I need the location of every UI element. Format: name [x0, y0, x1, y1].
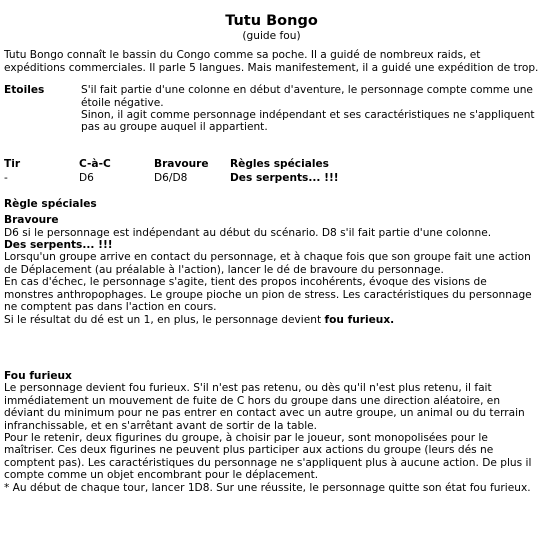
- stats-header-tir: Tir: [4, 157, 21, 170]
- serpents-heading: Des serpents... !!!: [4, 239, 113, 252]
- etoiles-label: Etoiles: [4, 84, 45, 97]
- serpents-p3-bold: fou furieux.: [324, 313, 395, 326]
- page-subtitle: (guide fou): [242, 30, 301, 42]
- stats-table: [4, 158, 539, 186]
- document-page: [4, 12, 539, 494]
- etoiles-line-1: S'il fait partie d'une colonne en début d'aventure, le personnage compte comme une étoile négative.: [81, 84, 533, 109]
- serpents-paragraph-3: [4, 314, 539, 326]
- etoiles-line-2: Sinon, il agit comme personnage indépendant et ses caractéristiques ne s'appliquent pas au groupe auquel il appartient.: [81, 109, 535, 134]
- stats-value-regles: Des serpents... !!!: [230, 171, 339, 184]
- rules-heading: Règle spéciales: [4, 197, 97, 210]
- stats-header-cac: C-à-C: [79, 157, 111, 170]
- serpents-p3-text: Si le résultat du dé est un 1, en plus, le personnage devient: [4, 313, 325, 326]
- stats-header-regles: Règles spéciales: [230, 157, 329, 170]
- etoiles-text: [81, 84, 539, 134]
- fou-paragraph-3: * Au début de chaque tour, lancer 1D8. Sur une réussite, le personnage quitte son état fou furieux.: [4, 481, 531, 494]
- stats-value-tir: -: [4, 171, 8, 184]
- stats-value-cac: D6: [79, 171, 94, 184]
- fou-paragraph-1: Le personnage devient fou furieux. S'il n'est pas retenu, ou dès qu'il n'est plus retenu, il fait immédiatement un mouvement de fuite de C hors du groupe dans une direction aléatoire, en déviant du minimum pour ne pas entrer en contact avec un autre groupe, un animal ou du terrain infranchissable, et en s'arrêtant avant de sortir de la table.: [4, 382, 525, 432]
- bravoure-text: D6 si le personnage est indépendant au début du scénario. D8 s'il fait partie d'une colonne.: [4, 226, 492, 239]
- intro-paragraph: Tutu Bongo connaît le bassin du Congo comme sa poche. Il a guidé de nombreux raids, et expéditions commerciales. Il parle 5 langues. Mais manifestement, il a guidé une expédition de trop.: [4, 49, 539, 74]
- stats-header-row: [4, 158, 539, 172]
- serpents-paragraph-1: Lorsqu'un groupe arrive en contact du personnage, et à chaque fois que son groupe fait une action de Déplacement (au préalable à l'action), lancer le dé de bravoure du personnage.: [4, 251, 531, 276]
- etoiles-section: [4, 84, 539, 134]
- fou-heading: Fou furieux: [4, 369, 72, 382]
- bravoure-heading: Bravoure: [4, 214, 59, 227]
- stats-value-row: [4, 172, 539, 186]
- fou-paragraph-2: Pour le retenir, deux figurines du groupe, à choisir par le joueur, sont monopolisées pour le maîtriser. Ces deux figurines ne peuvent plus participer aux actions du groupe (leurs dés ne comptent pas). Les caractéristiques du personnage ne s'appliquent plus à aucune action. De plus il compte comme un objet encombrant pour le déplacement.: [4, 431, 532, 482]
- stats-value-bravoure: D6/D8: [154, 171, 188, 184]
- stats-header-bravoure: Bravoure: [154, 157, 209, 170]
- serpents-paragraph-2: En cas d'échec, le personnage s'agite, tient des propos incohérents, évoque des visions de monstres anthropophages. Le groupe pioche un pion de stress. Les caractéristiques du personnage ne comptent pas dans l'action en cours.: [4, 276, 532, 314]
- page-title: Tutu Bongo: [225, 13, 318, 29]
